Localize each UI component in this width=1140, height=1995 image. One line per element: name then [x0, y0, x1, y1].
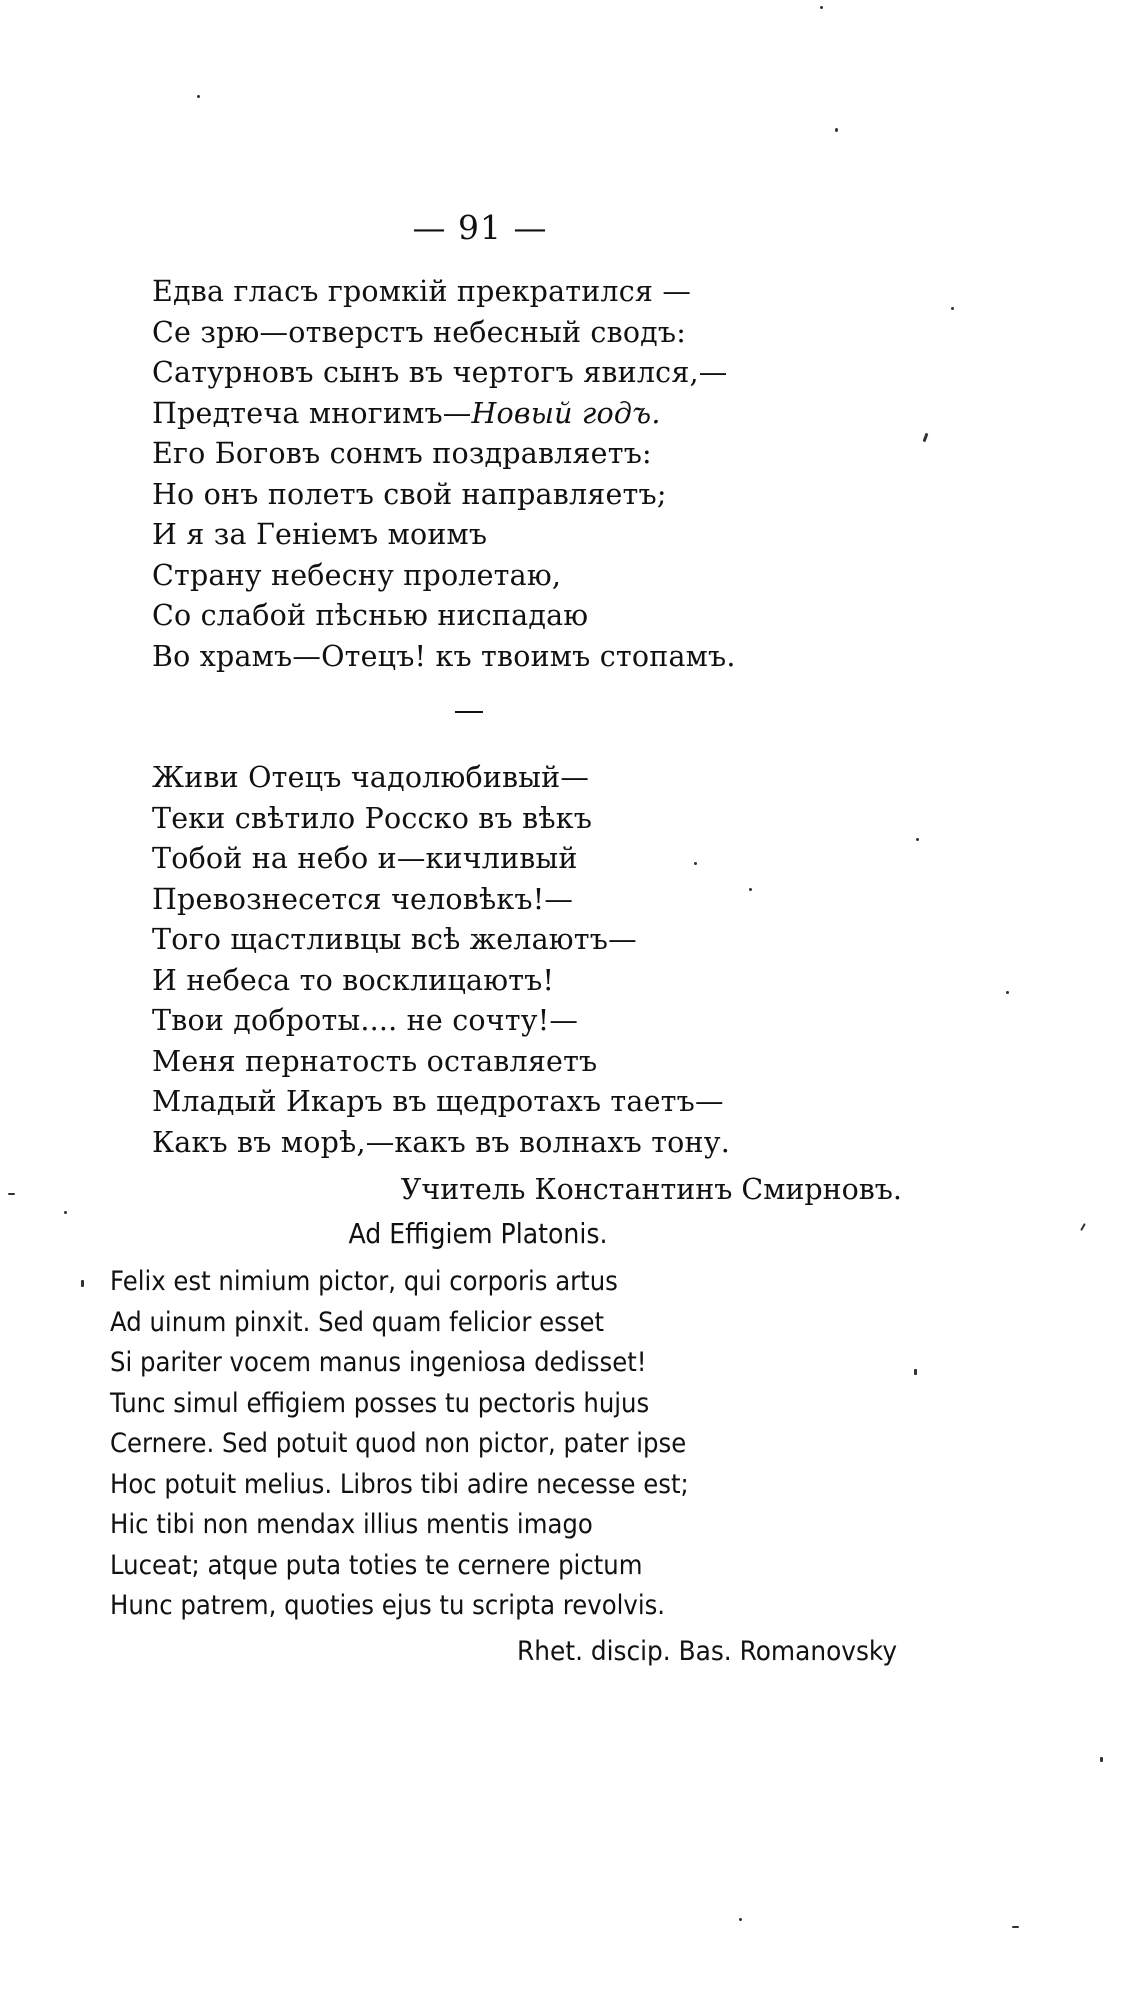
scan-speck — [1006, 991, 1009, 994]
scan-speck — [694, 862, 697, 865]
emphasized-text: Новый годъ. — [471, 396, 661, 430]
scan-speck — [8, 1193, 15, 1195]
latin-verse-line: Hoc potuit melius. Libros tibi adire necesse est; — [110, 1468, 689, 1500]
latin-verse-line: Hic tibi non mendax illius mentis imago — [110, 1509, 593, 1540]
verse-line: И я за Геніемъ моимъ — [152, 518, 488, 551]
scan-speck — [1080, 1223, 1086, 1231]
latin-verse-line: Cernere. Sed potuit quod non pictor, pater ipse — [110, 1428, 687, 1459]
verse-line: Теки свѣтило Росско въ вѣкъ — [152, 801, 593, 835]
verse-line: Едва гласъ громкій прекратился — — [152, 275, 692, 308]
latin-verse-line: Tunc simul effigiem posses tu pectoris hujus — [110, 1387, 650, 1419]
scan-speck — [197, 95, 200, 98]
scan-speck — [820, 6, 823, 9]
verse-line: Во храмъ—Отецъ! къ твоимъ стопамъ. — [152, 639, 736, 673]
scan-speck — [1012, 1926, 1019, 1928]
scan-speck — [739, 1918, 742, 1921]
latin-verse-line: Si pariter vocem manus ingeniosa dedisset! — [110, 1347, 647, 1378]
verse-line: Младый Икаръ въ щедротахъ таетъ— — [152, 1085, 724, 1118]
scan-speck — [916, 838, 919, 841]
scan-speck — [914, 1369, 917, 1375]
verse-line: Но онъ полетъ свой направляетъ; — [152, 477, 667, 511]
verse-line: Тобой на небо и—кичливый — [152, 842, 578, 875]
verse-line: Того щастливцы всѣ желаютъ— — [152, 923, 637, 956]
latin-verse-line: Felix est nimium pictor, qui corporis artus — [110, 1266, 618, 1297]
russian-stanza-2 — [152, 758, 952, 1163]
verse-line: И небеса то восклицаютъ! — [152, 963, 555, 997]
verse-line: Твои доброты.... не сочту!— — [152, 1004, 579, 1037]
verse-line: Меня пернатость оставляетъ — [152, 1044, 598, 1078]
verse-line-with-emphasis — [152, 394, 952, 435]
verse-line: Се зрю—отверстъ небесный сводъ: — [152, 315, 687, 349]
scan-speck — [81, 1280, 84, 1287]
verse-line: Его Боговъ сонмъ поздравляетъ: — [152, 437, 652, 470]
author-signature-russian: Учитель Константинъ Смирновъ. — [400, 1173, 902, 1206]
verse-line: Живи Отецъ чадолюбивый— — [152, 761, 590, 794]
verse-line: Со слабой пѣснью ниспадаю — [152, 599, 589, 632]
scan-speck — [951, 307, 954, 310]
scan-speck — [1100, 1757, 1103, 1762]
section-divider — [455, 711, 483, 713]
latin-verse-line: Luceat; atque puta toties te cernere pictum — [110, 1549, 643, 1581]
latin-poem — [110, 1262, 930, 1627]
scan-speck — [64, 1211, 67, 1214]
verse-line: Страну небесну пролетаю, — [152, 558, 562, 592]
page-number: — 91 — — [412, 208, 548, 247]
latin-verse-line: Hunc patrem, quoties ejus tu scripta revolvis. — [110, 1590, 666, 1621]
scan-speck — [749, 888, 752, 891]
verse-line-text: Предтеча многимъ— — [152, 396, 472, 430]
verse-line: Сатурновъ сынъ въ чертогъ явился,— — [152, 356, 728, 389]
author-signature-latin: Rhet. discip. Bas. Romanovsky — [516, 1636, 897, 1667]
russian-stanza-1 — [152, 272, 952, 677]
latin-verse-line: Ad uinum pinxit. Sed quam felicior esset — [110, 1306, 605, 1338]
verse-line: Превознесется человѣкъ!— — [152, 882, 574, 916]
latin-poem-title: Ad Effigiem Platonis. — [348, 1217, 608, 1250]
scan-speck — [835, 128, 838, 132]
verse-line: Какъ въ морѣ,—какъ въ волнахъ тону. — [152, 1125, 730, 1159]
